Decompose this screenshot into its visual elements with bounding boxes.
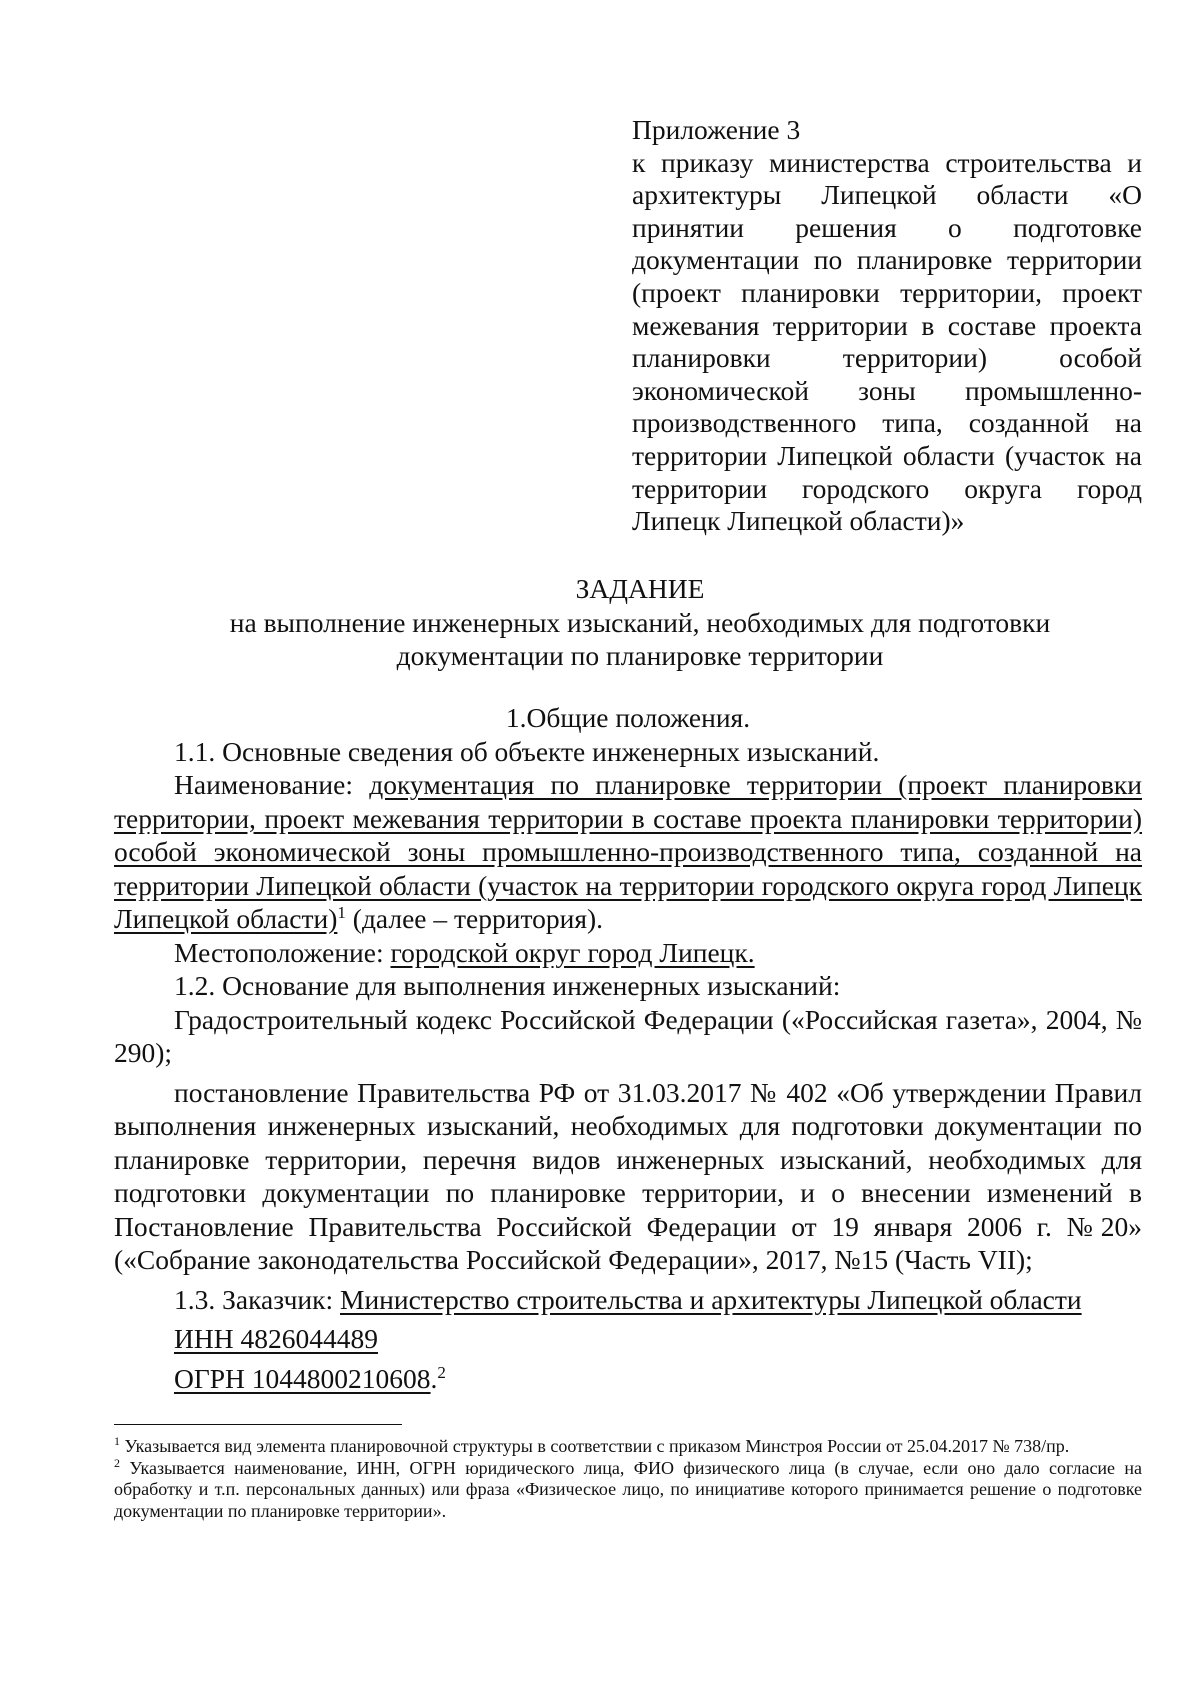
paragraph-1-2: 1.2. Основание для выполнения инженерных изысканий: [174,970,841,1001]
location-value: городской округ город Липецк. [390,936,755,968]
inn-value: ИНН 4826044489 [174,1323,378,1354]
appendix-header [632,114,1142,538]
document-body [114,701,1142,1395]
footnote-1-number: 1 [114,1434,120,1448]
paragraph-1-2-b: постановление Правительства РФ от 31.03.2017 № 402 «Об утверждении Правил выполнения инженерных изысканий, необходимых для подготовки документации по планировке территории, перечня видов инженерных изысканий, необходимых для подготовки документации по планировке территории, и о внесении изменений в Постановление Правительства Российской Федерации от 19 января 2006 г. №20» («Собрание законодательства Российской Федерации», 2017, №15 (Часть VII); [114,1076,1142,1275]
footnote-2 [114,1455,1142,1523]
name-tail: (далее – территория). [345,903,604,934]
name-label: Наименование: [174,769,370,800]
name-value: документация по планировке территории (проект планировки территории, проект межевания территории в составе проекта планировки территории) особой экономической зоны промышленно-производственного типа, созданной на территории Липецкой области (участок на территории городского округа город Липецк Липецкой области) [114,769,1142,934]
paragraph-name [114,768,1142,936]
footnote-ref-1: 1 [337,903,346,922]
customer-ogrn [114,1362,1142,1396]
paragraph-location [114,936,1142,970]
ogrn-value: ОГРН 1044800210608 [174,1362,431,1394]
appendix-number: Приложение 3 [632,114,801,145]
document-subtitle-line-1: на выполнение инженерных изысканий, необходимых для подготовки [229,607,1051,638]
footnote-2-number: 2 [114,1455,120,1470]
paragraph-1-2-a: Градостроительный кодекс Российской Федерации («Российская газета», 2004, № 290); [114,1003,1142,1068]
document-subtitle-line-2: документации по планировке территории [396,640,884,671]
ogrn-tail: . [430,1362,438,1394]
footnote-1 [114,1436,1142,1458]
customer-label: 1.3. Заказчик: [174,1283,340,1315]
document-title: ЗАДАНИЕ [575,573,705,604]
section-heading: 1.Общие положения. [505,702,751,733]
customer-inn [114,1322,1142,1356]
footnote-ref-2: 2 [437,1362,446,1382]
customer-value: Министерство строительства и архитектуры Липецкой области [340,1283,1082,1315]
footnote-1-text: Указывается вид элемента планировочной структуры в соответствии с приказом Минстроя России от 25.04.2017 № 738/пр. [120,1436,1070,1456]
footnote-separator [114,1424,402,1425]
document-title-block [100,572,1180,672]
footnote-2-text: Указывается наименование, ИНН, ОГРН юридического лица, ФИО физического лица (в случае, если оно дало согласие на обработку и т.п. персональных данных) или фраза «Физическое лицо, по инициативе которого принимается решение о подготовке документации по планировке территории». [114,1457,1142,1521]
appendix-reference: к приказу министерства строительства и архитектуры Липецкой области «О принятии решения о подготовке документации по планировке территории (проект планировки территории, проект межевания территории в составе проекта планировки территории) особой экономической зоны промышленно-производственного типа, созданной на территории Липецкой области (участок на территории городского округа город Липецк Липецкой области)» [632,146,1142,537]
footnotes [114,1436,1142,1522]
paragraph-1-1: 1.1. Основные сведения об объекте инженерных изысканий. [174,735,880,767]
paragraph-1-3 [114,1283,1142,1317]
location-label: Местоположение: [174,936,391,968]
